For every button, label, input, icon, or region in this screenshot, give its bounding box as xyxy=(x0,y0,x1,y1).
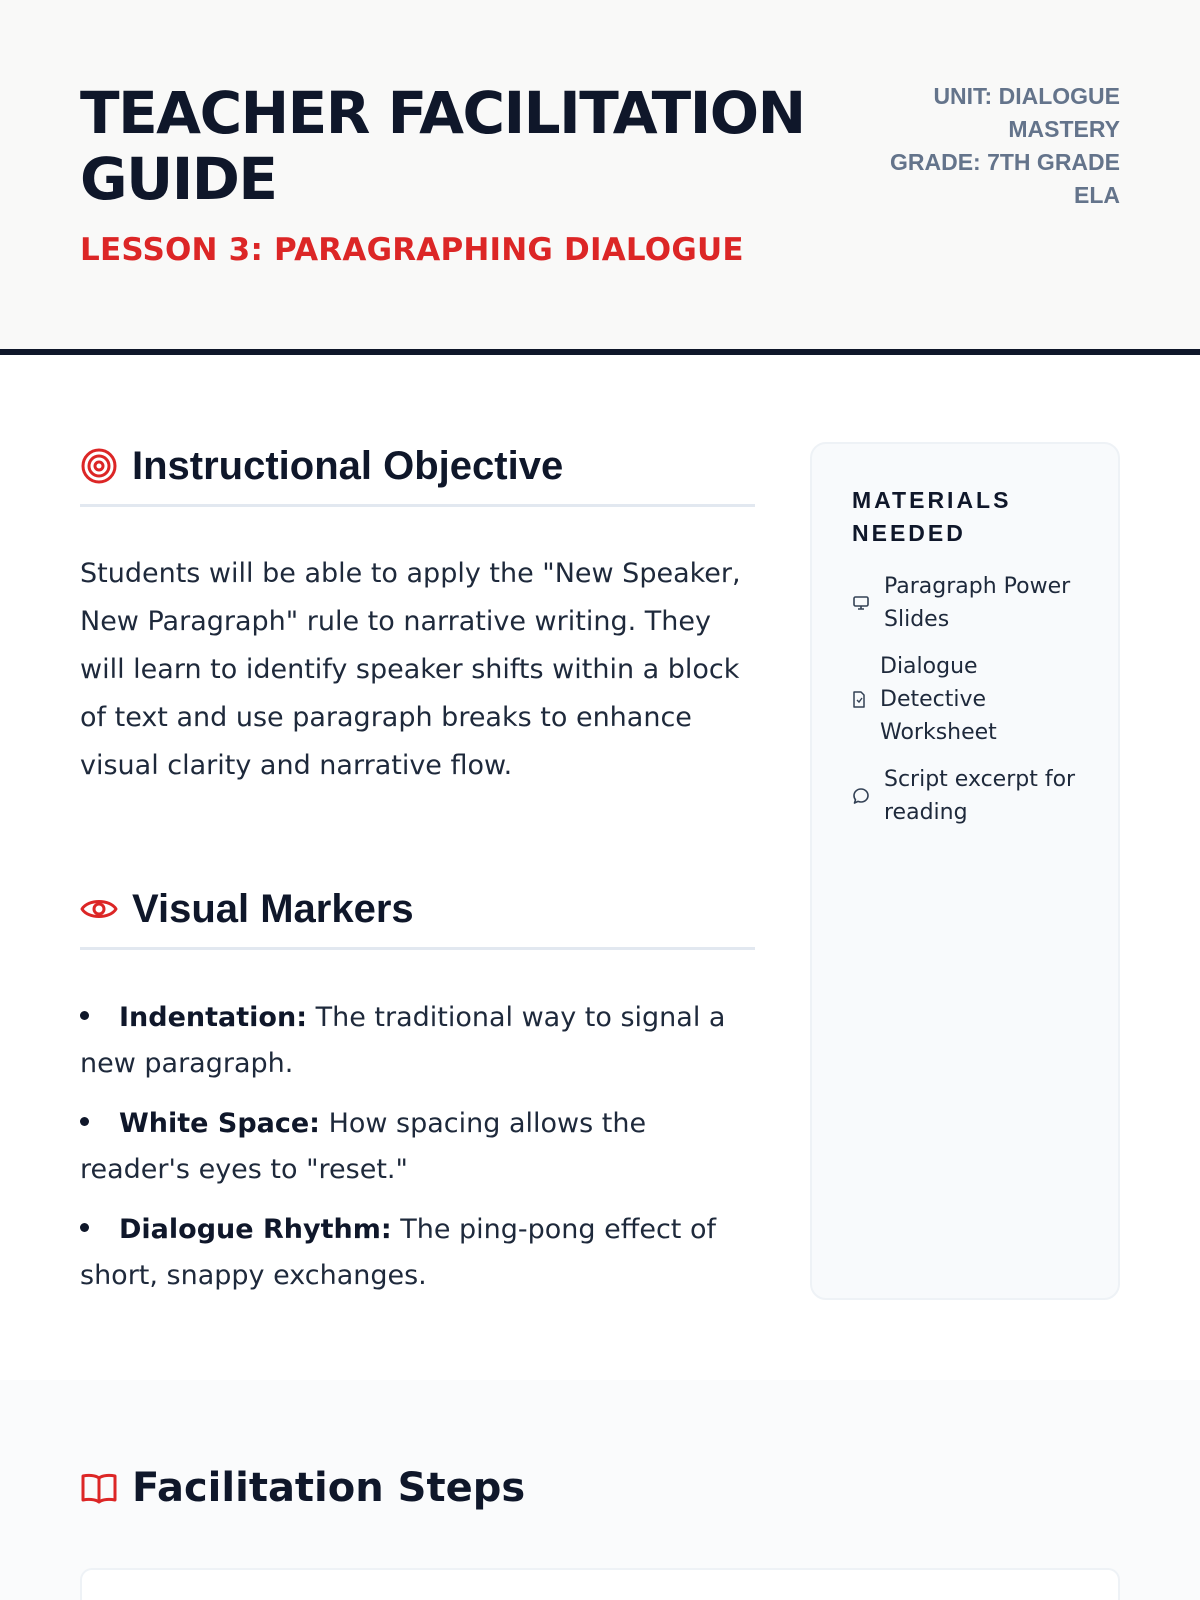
open-book-icon xyxy=(80,1469,118,1507)
material-item xyxy=(852,763,1078,829)
page-header xyxy=(0,0,1200,355)
visual-markers-heading-text: Visual Markers xyxy=(132,887,414,931)
material-label: Script excerpt for reading xyxy=(884,767,1076,825)
marker-description: The traditional way to signal a new paragraph. xyxy=(80,1002,726,1079)
visual-markers-list xyxy=(80,995,755,1313)
lesson-subtitle: LESSON 3: PARAGRAPHING DIALOGUE xyxy=(80,232,744,268)
bullet-icon xyxy=(80,1011,89,1020)
list-item xyxy=(80,1207,755,1299)
visual-markers-heading xyxy=(80,885,755,950)
unit-label: UNIT: DIALOGUE MASTERY xyxy=(933,83,1120,142)
material-item xyxy=(852,650,1078,749)
eye-icon xyxy=(80,890,118,928)
marker-term: White Space: xyxy=(119,1108,320,1139)
bullet-icon xyxy=(80,1117,89,1126)
unit-grade-meta xyxy=(870,80,1120,212)
facilitation-heading xyxy=(80,1464,525,1512)
marker-description: How spacing allows the reader's eyes to "reset." xyxy=(80,1108,647,1185)
objective-text: Students will be able to apply the "New Speaker, New Paragraph" rule to narrative writing. They will learn to identify speaker shifts within a block of text and use paragraph breaks to enhance visual clarity and narrative flow. xyxy=(80,558,741,781)
facilitation-step-card xyxy=(80,1568,1120,1600)
materials-panel xyxy=(810,442,1120,1300)
document-icon xyxy=(852,691,866,709)
list-item xyxy=(80,1101,755,1193)
facilitation-section xyxy=(0,1380,1200,1600)
list-item xyxy=(80,995,755,1087)
speech-bubble-icon xyxy=(852,787,870,805)
presentation-icon xyxy=(852,594,870,612)
page-title: TEACHER FACILITATION GUIDE xyxy=(80,79,805,213)
objective-heading xyxy=(80,442,755,507)
target-icon xyxy=(80,447,118,485)
materials-title: MATERIALS NEEDED xyxy=(852,487,1012,546)
marker-term: Indentation: xyxy=(119,1002,307,1033)
marker-description: The ping-pong effect of short, snappy exchanges. xyxy=(80,1214,716,1291)
material-label: Paragraph Power Slides xyxy=(884,574,1071,632)
material-item xyxy=(852,570,1078,636)
objective-heading-text: Instructional Objective xyxy=(132,444,564,488)
bullet-icon xyxy=(80,1223,89,1232)
marker-term: Dialogue Rhythm: xyxy=(119,1214,392,1245)
material-label: Dialogue Detective Worksheet xyxy=(880,654,997,745)
facilitation-heading-text: Facilitation Steps xyxy=(132,1465,526,1511)
grade-label: GRADE: 7TH GRADE ELA xyxy=(889,149,1120,208)
